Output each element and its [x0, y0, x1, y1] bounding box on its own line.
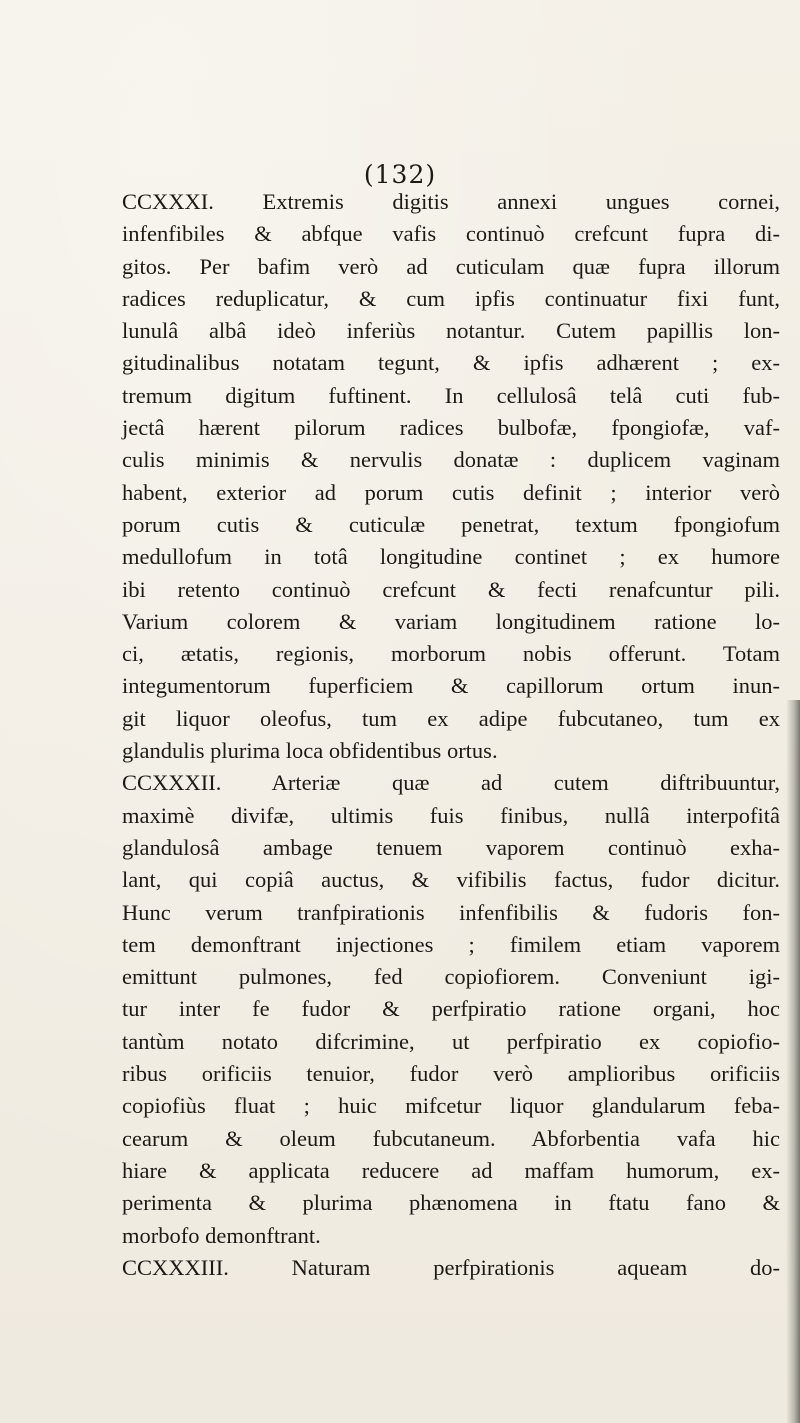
text-line: perimenta & plurima phænomena in ftatu fano &	[122, 1190, 780, 1216]
text-line: habent, exterior ad porum cutis definit ; interior verò	[122, 479, 780, 505]
text-line: integumentorum fuperficiem & capillorum ortum inun-	[122, 673, 780, 699]
text-line: morbofo demonftrant.	[122, 1222, 321, 1248]
text-line: Hunc verum tranfpirationis infenfibilis & fudoris fon-	[122, 899, 780, 925]
text-line: lunulâ albâ ideò inferiùs notantur. Cutem papillis lon-	[122, 318, 780, 344]
text-line: emittunt pulmones, fed copiofiorem. Conveniunt igi-	[122, 964, 780, 990]
text-line: gitudinalibus notatam tegunt, & ipfis adhærent ; ex-	[122, 350, 780, 376]
text-line: infenfibiles & abfque vafis continuò crefcunt fupra di-	[122, 221, 780, 247]
text-line: cearum & oleum fubcutaneum. Abforbentia vafa hic	[122, 1125, 780, 1151]
text-line: hiare & applicata reducere ad maffam humorum, ex-	[122, 1157, 780, 1183]
text-line: glandulosâ ambage tenuem vaporem continuò exha-	[122, 834, 780, 860]
text-line: copiofiùs fluat ; huic mifcetur liquor glandularum feba-	[122, 1093, 780, 1119]
text-line: tur inter fe fudor & perfpiratio ratione organi, hoc	[122, 996, 780, 1022]
text-line: ci, ætatis, regionis, morborum nobis offerunt. Totam	[122, 641, 780, 667]
text-line: ribus orificiis tenuior, fudor verò amplioribus orificiis	[122, 1061, 780, 1087]
text-line: tantùm notato difcrimine, ut perfpiratio ex copiofio-	[122, 1028, 780, 1054]
body-text	[122, 186, 780, 1284]
text-line: medullofum in totâ longitudine continet ; ex humore	[122, 544, 780, 570]
text-line: gitos. Per bafim verò ad cuticulam quæ fupra illorum	[122, 253, 780, 279]
text-line: glandulis plurima loca obfidentibus ortus.	[122, 738, 498, 764]
text-line: ibi retento continuò crefcunt & fecti renafcuntur pili.	[122, 576, 780, 602]
text-line: culis minimis & nervulis donatæ : duplicem vaginam	[122, 447, 780, 473]
text-line: lant, qui copiâ auctus, & vifibilis factus, fudor dicitur.	[122, 867, 780, 893]
text-line: git liquor oleofus, tum ex adipe fubcutaneo, tum ex	[122, 705, 780, 731]
text-line: tremum digitum fuftinent. In cellulosâ telâ cuti fub-	[122, 382, 780, 408]
text-line: tem demonftrant injectiones ; fimilem etiam vaporem	[122, 931, 780, 957]
text-line: radices reduplicatur, & cum ipfis continuatur fixi funt,	[122, 285, 780, 311]
page-number: (132)	[363, 160, 437, 189]
page-edge-shadow	[786, 700, 800, 1423]
text-line: maximè divifæ, ultimis fuis finibus, nullâ interpofitâ	[122, 802, 780, 828]
text-line: porum cutis & cuticulæ penetrat, textum fpongiofum	[122, 511, 780, 537]
text-line: jectâ hærent pilorum radices bulbofæ, fpongiofæ, vaf-	[122, 415, 780, 441]
text-line: CCXXXI. Extremis digitis annexi ungues cornei,	[122, 189, 780, 214]
text-line: CCXXXIII. Naturam perfpirationis aqueam do-	[122, 1254, 780, 1280]
text-line: Varium colorem & variam longitudinem ratione lo-	[122, 608, 780, 634]
text-line: CCXXXII. Arteriæ quæ ad cutem diftribuuntur,	[122, 770, 780, 796]
